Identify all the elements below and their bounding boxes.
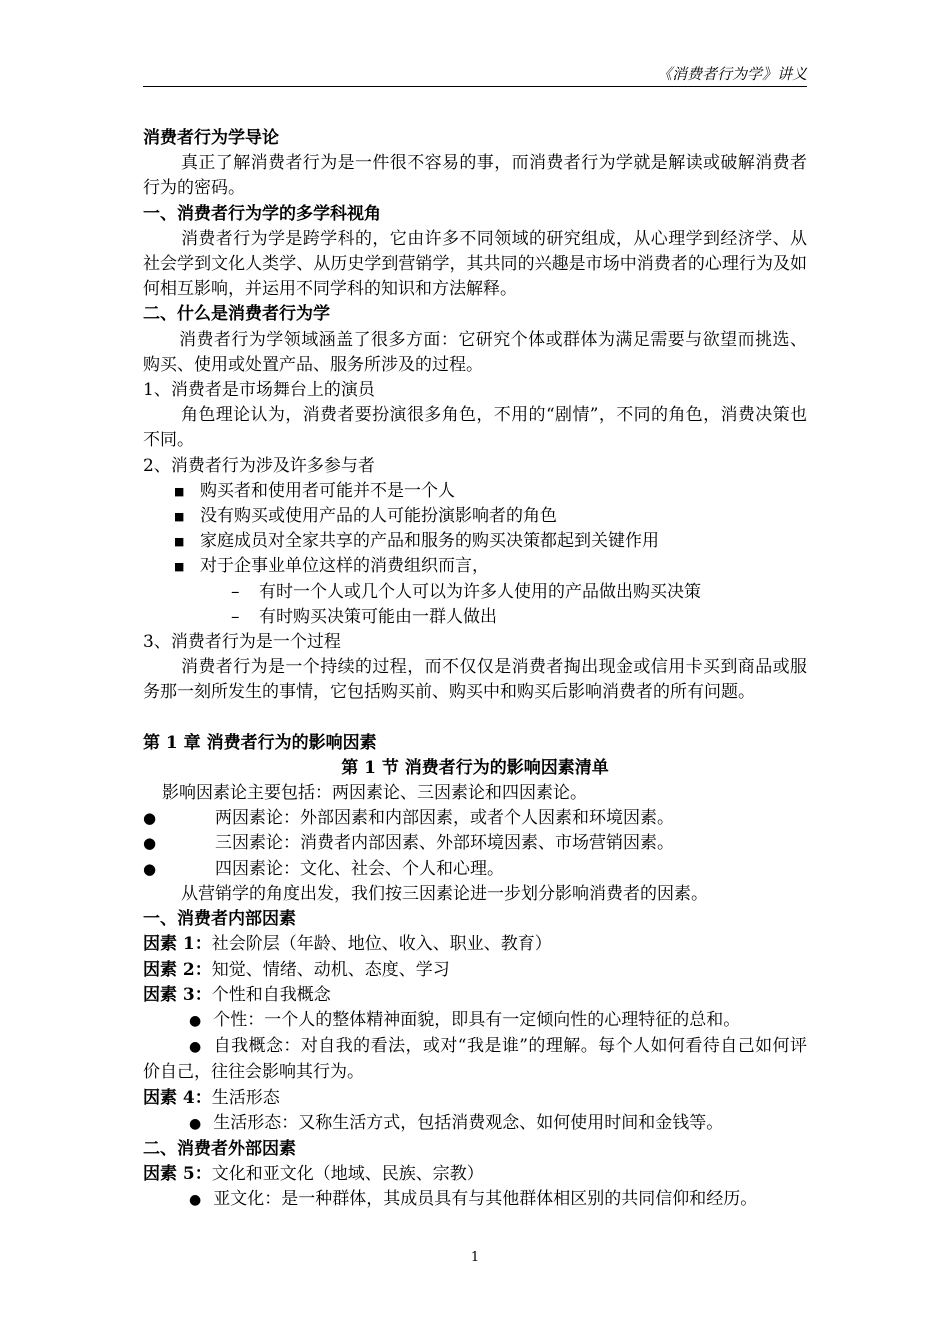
round-bullet-icon: ● <box>189 1039 202 1056</box>
chapter-title: 第 1 章 消费者行为的影响因素 <box>143 732 377 753</box>
factor-2-text: 知觉、情绪、动机、态度、学习 <box>211 959 450 980</box>
factor-3-label: 因素 3： <box>143 984 212 1005</box>
item-3-paragraph: 消费者行为是一个持续的过程，而不仅仅是消费者掏出现金或信用卡买到商品或服务那一刻所发生的事情，它包括购买前、购买中和购买后影响消费者的所有问题。 <box>143 657 807 703</box>
lifestyle-item <box>143 1111 807 1137</box>
item-1-paragraph: 角色理论认为，消费者要扮演很多角色，不用的“剧情”，不同的角色，消费决策也不同。 <box>143 405 807 451</box>
theory-item-text: 两因素论：外部因素和内部因素，或者个人因素和环境因素。 <box>215 808 674 829</box>
running-header: 《消费者行为学》讲义 <box>656 65 807 83</box>
intro-title: 消费者行为学导论 <box>143 128 279 148</box>
square-bullet-icon: ■ <box>174 535 185 549</box>
personality-item <box>143 1008 807 1034</box>
item-2-title: 2、消费者行为涉及许多参与者 <box>143 455 375 476</box>
section-1-paragraph: 消费者行为学是跨学科的，它由许多不同领域的研究组成，从心理学到经济学、从社会学到文化人类学、从历史学到营销学，其共同的兴趣是市场中消费者的心理行为及如何相互影响，并运用不同学科的知识和方法解释。 <box>143 228 807 300</box>
item-1-title: 1、消费者是市场舞台上的演员 <box>143 380 375 401</box>
document-body <box>143 126 807 1214</box>
theory-item <box>143 806 807 831</box>
blank-line <box>143 706 807 731</box>
factor-1 <box>143 932 807 957</box>
square-bullet-icon: ■ <box>174 484 185 498</box>
self-concept-item <box>143 1034 807 1085</box>
sub-list-item-text: 有时一个人或几个人可以为许多人使用的产品做出购买决策 <box>259 581 701 602</box>
sub-list-item-text: 有时购买决策可能由一群人做出 <box>259 606 497 627</box>
factor-2 <box>143 958 807 983</box>
round-bullet-icon: ● <box>189 1012 202 1029</box>
section-title: 第 1 节 消费者行为的影响因素清单 <box>341 757 609 778</box>
internal-factors-heading: 一、消费者内部因素 <box>143 909 296 930</box>
round-bullet-icon: ● <box>143 834 157 853</box>
sub-list-item <box>143 605 807 630</box>
transition-paragraph: 从营销学的角度出发，我们按三因素论进一步划分影响消费者的因素。 <box>181 883 708 904</box>
list-item <box>143 479 807 504</box>
self-concept-text: 自我概念：对自我的看法，或对“我是谁”的理解。每个人如何看待自己如何评价自己，往往会影响其行为。 <box>143 1036 807 1083</box>
round-bullet-icon: ● <box>143 809 157 828</box>
factor-5-label: 因素 5： <box>143 1164 212 1185</box>
theory-item <box>143 857 807 882</box>
lifestyle-text: 生活形态：又称生活方式，包括消费观念、如何使用时间和金钱等。 <box>213 1112 724 1133</box>
factor-4 <box>143 1086 807 1111</box>
section-2-paragraph: 消费者行为学领域涵盖了很多方面：它研究个体或群体为满足需要与欲望而挑选、购买、使用或处置产品、服务所涉及的过程。 <box>143 329 807 375</box>
square-bullet-icon: ■ <box>174 510 185 524</box>
subculture-text: 亚文化：是一种群体，其成员具有与其他群体相区别的共同信仰和经历。 <box>213 1189 758 1210</box>
round-bullet-icon: ● <box>189 1115 202 1132</box>
factor-1-text: 社会阶层（年龄、地位、收入、职业、教育） <box>211 934 552 955</box>
sub-list-item <box>143 580 807 605</box>
subculture-item <box>143 1187 807 1213</box>
list-item <box>143 504 807 529</box>
round-bullet-icon: ● <box>143 859 157 878</box>
factor-2-label: 因素 2： <box>143 959 212 980</box>
theory-item <box>143 831 807 856</box>
intro-paragraph: 真正了解消费者行为是一件很不容易的事，而消费者行为学就是解读或破解消费者行为的密码。 <box>143 153 807 199</box>
external-factors-heading: 二、消费者外部因素 <box>143 1138 296 1159</box>
list-item-text: 对于企事业单位这样的消费组织而言， <box>200 556 489 577</box>
square-bullet-icon: ■ <box>174 560 185 574</box>
list-item-text: 家庭成员对全家共享的产品和服务的购买决策都起到关键作用 <box>200 531 659 552</box>
factor-5 <box>143 1162 807 1187</box>
section-2-heading: 二、什么是消费者行为学 <box>143 304 330 325</box>
page-number: 1 <box>470 1250 480 1265</box>
list-item-text: 没有购买或使用产品的人可能扮演影响者的角色 <box>200 506 557 527</box>
theory-item-text: 四因素论：文化、社会、个人和心理。 <box>215 858 504 879</box>
factor-4-text: 生活形态 <box>211 1087 280 1108</box>
list-item <box>143 529 807 554</box>
round-bullet-icon: ● <box>189 1192 202 1209</box>
theory-item-text: 三因素论：消费者内部因素、外部环境因素、市场营销因素。 <box>215 833 674 854</box>
personality-text: 个性：一个人的整体精神面貌，即具有一定倾向性的心理特征的总和。 <box>213 1009 741 1030</box>
factor-5-text: 文化和亚文化（地域、民族、宗教） <box>211 1164 484 1185</box>
factor-1-label: 因素 1： <box>143 934 212 955</box>
item-3-title: 3、消费者行为是一个过程 <box>143 632 341 653</box>
list-item <box>143 554 807 579</box>
header-rule <box>143 86 807 87</box>
factor-3-text: 个性和自我概念 <box>211 984 331 1005</box>
section-1-heading: 一、消费者行为学的多学科视角 <box>143 203 381 224</box>
dash-bullet-icon: – <box>231 581 240 602</box>
factor-3 <box>143 983 807 1008</box>
theories-lead: 影响因素论主要包括：两因素论、三因素论和四因素论。 <box>162 783 587 804</box>
factor-4-label: 因素 4： <box>143 1087 212 1108</box>
list-item-text: 购买者和使用者可能并不是一个人 <box>200 480 455 501</box>
dash-bullet-icon: – <box>231 606 240 627</box>
